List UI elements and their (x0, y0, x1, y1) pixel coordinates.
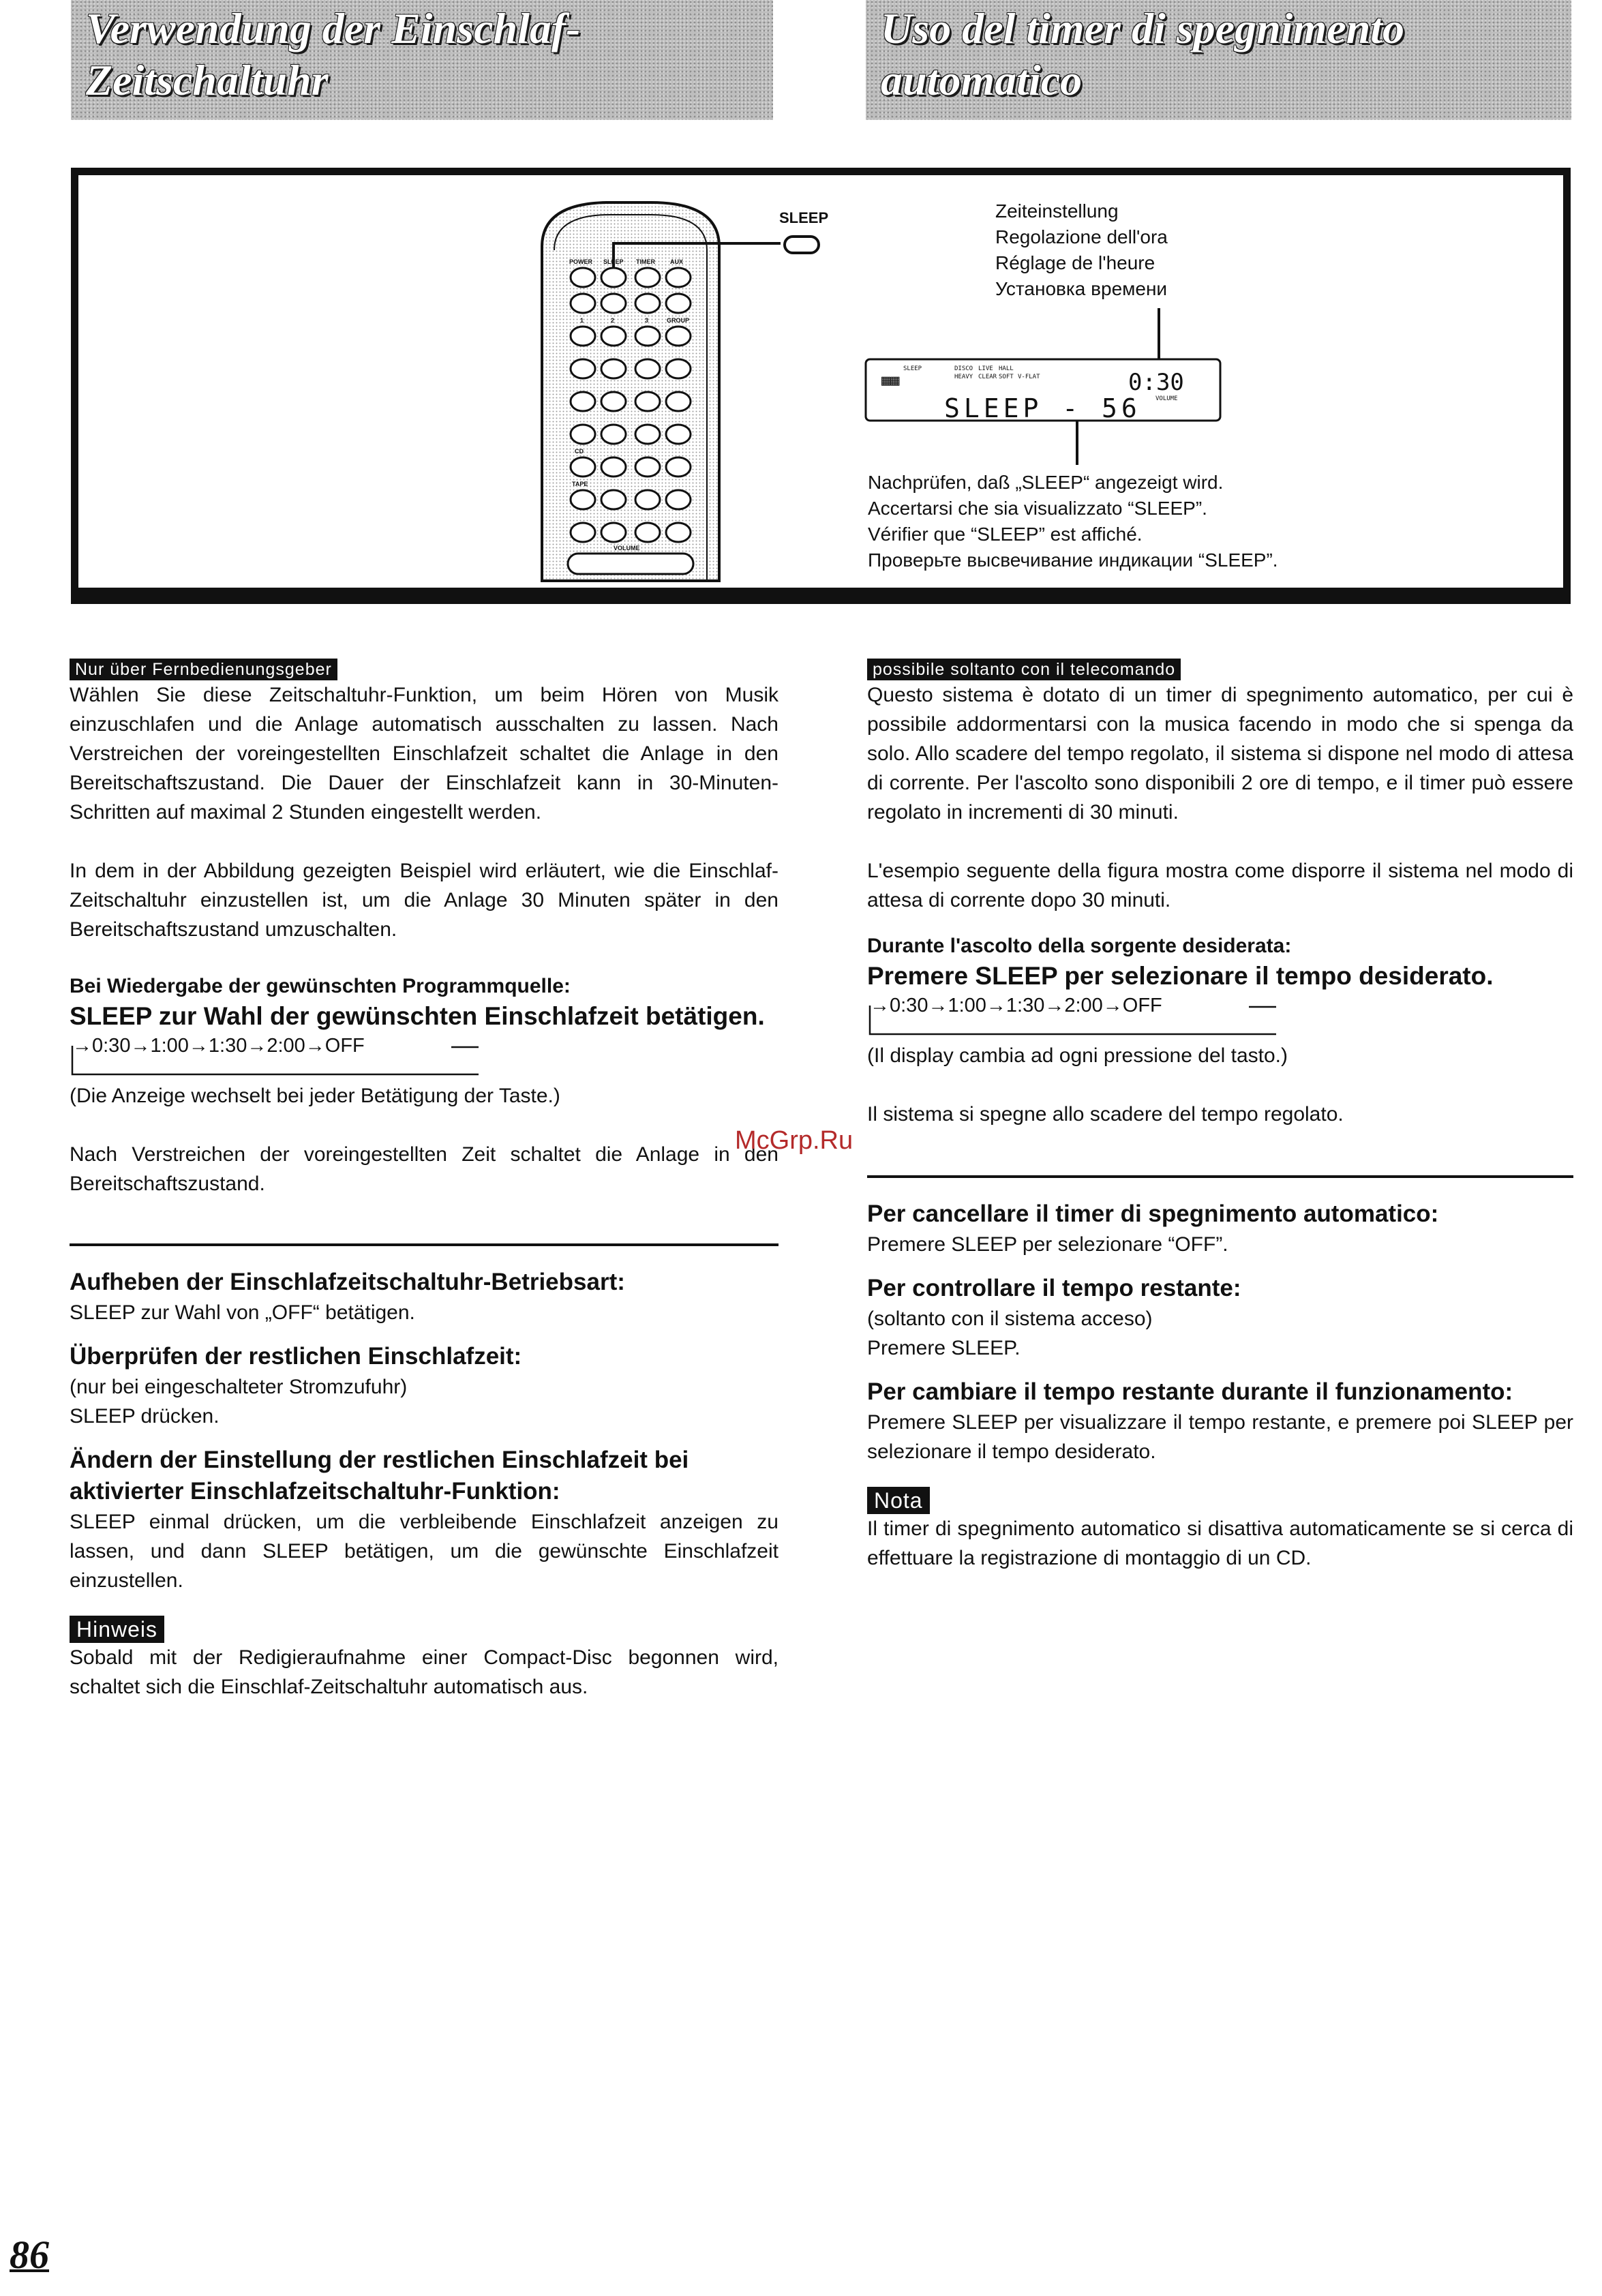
sleep-sequence-it (867, 992, 1573, 1041)
svg-text:TAPE: TAPE (572, 481, 588, 487)
after-paragraph-de: Nach Verstreichen der voreingestellten Zeit schaltet die Anlage in den Bereitschaftszustand. (70, 1143, 779, 1195)
svg-text:VOLUME: VOLUME (1155, 395, 1178, 402)
figure-panel (71, 168, 1571, 604)
step-subtitle-de: Bei Wiedergabe der gewünschten Programmquelle: (70, 975, 571, 997)
intro-paragraph-it: Questo sistema è dotato di un timer di spegnimento automatico, per cui è possibile addormentarsi con la musica facendo in modo che si spenga da solo. Allo scadere del tempo regolato, il sistema si dispone nel modo di attesa di corrente. Per l'ascolto sono disponibili 2 ore di tempo, e il timer può essere regolato in incrementi di 30 minuti. (867, 684, 1573, 824)
check-label-ru: Проверьте высвечивание индикации “SLEEP”. (868, 549, 1278, 571)
sequence-text-de: →0:30→1:00→1:30→2:00→OFF (72, 1035, 365, 1057)
cancel-text-de: SLEEP zur Wahl von „OFF“ betätigen. (70, 1301, 415, 1324)
header-banner-it (866, 0, 1571, 120)
italian-column (867, 659, 1573, 1573)
remote-only-badge-it: possibile soltanto con il telecomando (867, 659, 1181, 680)
cancel-title-it: Per cancellare il timer di spegnimento automatico: (867, 1200, 1439, 1227)
time-setting-label-fr: Réglage de l'heure (995, 252, 1155, 273)
display-note-it: (Il display cambia ad ogni pressione del tasto.) (867, 1044, 1288, 1067)
page-title-it: Uso del timer di spegnimento automatico (881, 4, 1404, 104)
example-paragraph-de: In dem in der Abbildung gezeigten Beispiel wird erläutert, wie die Einschlaf-Zeitschaltuhr einzustellen ist, um die Anlage 30 Minuten später in den Bereitschaftszustand umzuschalten. (70, 860, 779, 941)
remote-control-illustration (460, 182, 849, 598)
change-title-it: Per cambiare il tempo restante durante il funzionamento: (867, 1378, 1513, 1405)
svg-text:HEAVY: HEAVY (954, 374, 973, 380)
svg-text:HALL: HALL (999, 365, 1014, 372)
lcd-time: 0:30 (1128, 369, 1184, 396)
svg-text:AUX: AUX (670, 258, 684, 265)
svg-text:3: 3 (645, 317, 649, 324)
time-setting-labels (995, 198, 1168, 302)
svg-text:DISCO: DISCO (954, 365, 973, 372)
check-display-labels (868, 470, 1278, 573)
page-title-de: Verwendung der Einschlaf- Zeitschaltuhr (86, 4, 581, 104)
step-title-de: SLEEP zur Wahl der gewünschten Einschlafzeit betätigen. (70, 1002, 765, 1030)
time-setting-label-ru: Установка времени (995, 278, 1168, 299)
time-setting-label-de: Zeiteinstellung (995, 200, 1119, 222)
change-text-de: SLEEP einmal drücken, um die verbleibende Einschlafzeit anzeigen zu lassen, und dann SLEEP betätigen, um die gewünschte Einschlafzeit einzustellen. (70, 1511, 779, 1592)
svg-text:V-FLAT: V-FLAT (1018, 374, 1040, 380)
time-setting-label-it: Regolazione dell'ora (995, 226, 1168, 247)
svg-text:SLEEP: SLEEP (903, 365, 922, 372)
sleep-sequence-de (70, 1032, 779, 1081)
note-badge-de: Hinweis (70, 1616, 164, 1643)
german-column (70, 659, 779, 1702)
svg-text:POWER: POWER (569, 258, 593, 265)
check-line2-de: SLEEP drücken. (70, 1405, 220, 1428)
svg-text:SOFT: SOFT (999, 374, 1014, 380)
step-subtitle-it: Durante l'ascolto della sorgente desiderata: (867, 935, 1292, 957)
sequence-text-it: →0:30→1:00→1:30→2:00→OFF (870, 995, 1162, 1016)
remote-only-badge-de: Nur über Fernbedienungsgeber (70, 659, 337, 680)
svg-text:CLEAR: CLEAR (978, 374, 997, 380)
svg-text:GROUP: GROUP (667, 317, 690, 324)
svg-text:TIMER: TIMER (636, 258, 655, 265)
example-paragraph-it: L'esempio seguente della figura mostra come disporre il sistema nel modo di attesa di corrente dopo 30 minuti. (867, 860, 1573, 911)
remote-sleep-caption: SLEEP (779, 209, 829, 226)
watermark-text: McGrp.Ru (735, 1126, 853, 1155)
check-label-de: Nachprüfen, daß „SLEEP“ angezeigt wird. (868, 472, 1224, 493)
section-divider-it (867, 1175, 1573, 1178)
check-line1-it: (soltanto con il sistema acceso) (867, 1308, 1153, 1330)
header-banner-de (71, 0, 773, 120)
svg-text:▦▦: ▦▦ (881, 372, 900, 389)
svg-text:VOLUME: VOLUME (614, 545, 640, 552)
display-note-de: (Die Anzeige wechselt bei jeder Betätigung der Taste.) (70, 1085, 560, 1107)
cancel-title-de: Aufheben der Einschlafzeitschaltuhr-Betriebsart: (70, 1269, 625, 1295)
svg-text:2: 2 (611, 317, 615, 324)
check-line1-de: (nur bei eingeschalteter Stromzufuhr) (70, 1376, 408, 1398)
svg-text:SLEEP: SLEEP (603, 258, 624, 265)
lcd-main-text: SLEEP - 56 (944, 393, 1141, 423)
change-text-it: Premere SLEEP per visualizzare il tempo restante, e premere poi SLEEP per selezionare il tempo desiderato. (867, 1411, 1573, 1463)
check-title-it: Per controllare il tempo restante: (867, 1275, 1241, 1301)
intro-paragraph-de: Wählen Sie diese Zeitschaltuhr-Funktion, um beim Hören von Musik einzuschlafen und die Anlage automatisch ausschalten zu lassen. Nach Verstreichen der voreingestellten Einschlafzeit schaltet die Anlage in den Bereitschaftszustand. Die Dauer der Einschlafzeit kann in 30-Minuten-Schritten auf maximal 2 Stunden eingestellt werden. (70, 684, 779, 824)
change-title-de: Ändern der Einstellung der restlichen Einschlafzeit bei aktivierter Einschlafzeitschaltuhr-Funktion: (70, 1447, 689, 1505)
step-title-it: Premere SLEEP per selezionare il tempo desiderato. (867, 962, 1494, 990)
lcd-display-illustration (862, 305, 1244, 468)
cancel-text-it: Premere SLEEP per selezionare “OFF”. (867, 1233, 1228, 1256)
page-number: 86 (10, 2233, 49, 2277)
check-title-de: Überprüfen der restlichen Einschlafzeit: (70, 1343, 522, 1370)
note-text-de: Sobald mit der Redigieraufnahme einer Compact-Disc begonnen wird, schaltet sich die Einschlaf-Zeitschaltuhr automatisch aus. (70, 1646, 779, 1698)
svg-text:1: 1 (580, 317, 584, 324)
check-label-fr: Vérifier que “SLEEP” est affiché. (868, 524, 1143, 545)
check-line2-it: Premere SLEEP. (867, 1337, 1021, 1359)
svg-text:LIVE: LIVE (978, 365, 993, 372)
note-text-it: Il timer di spegnimento automatico si disattiva automaticamente se si cerca di effettuare la registrazione di montaggio di un CD. (867, 1517, 1573, 1569)
note-badge-it: Nota (867, 1487, 930, 1514)
after-paragraph-it: Il sistema si spegne allo scadere del tempo regolato. (867, 1103, 1344, 1126)
check-label-it: Accertarsi che sia visualizzato “SLEEP”. (868, 498, 1207, 519)
svg-text:CD: CD (575, 448, 584, 455)
section-divider-de (70, 1243, 779, 1246)
